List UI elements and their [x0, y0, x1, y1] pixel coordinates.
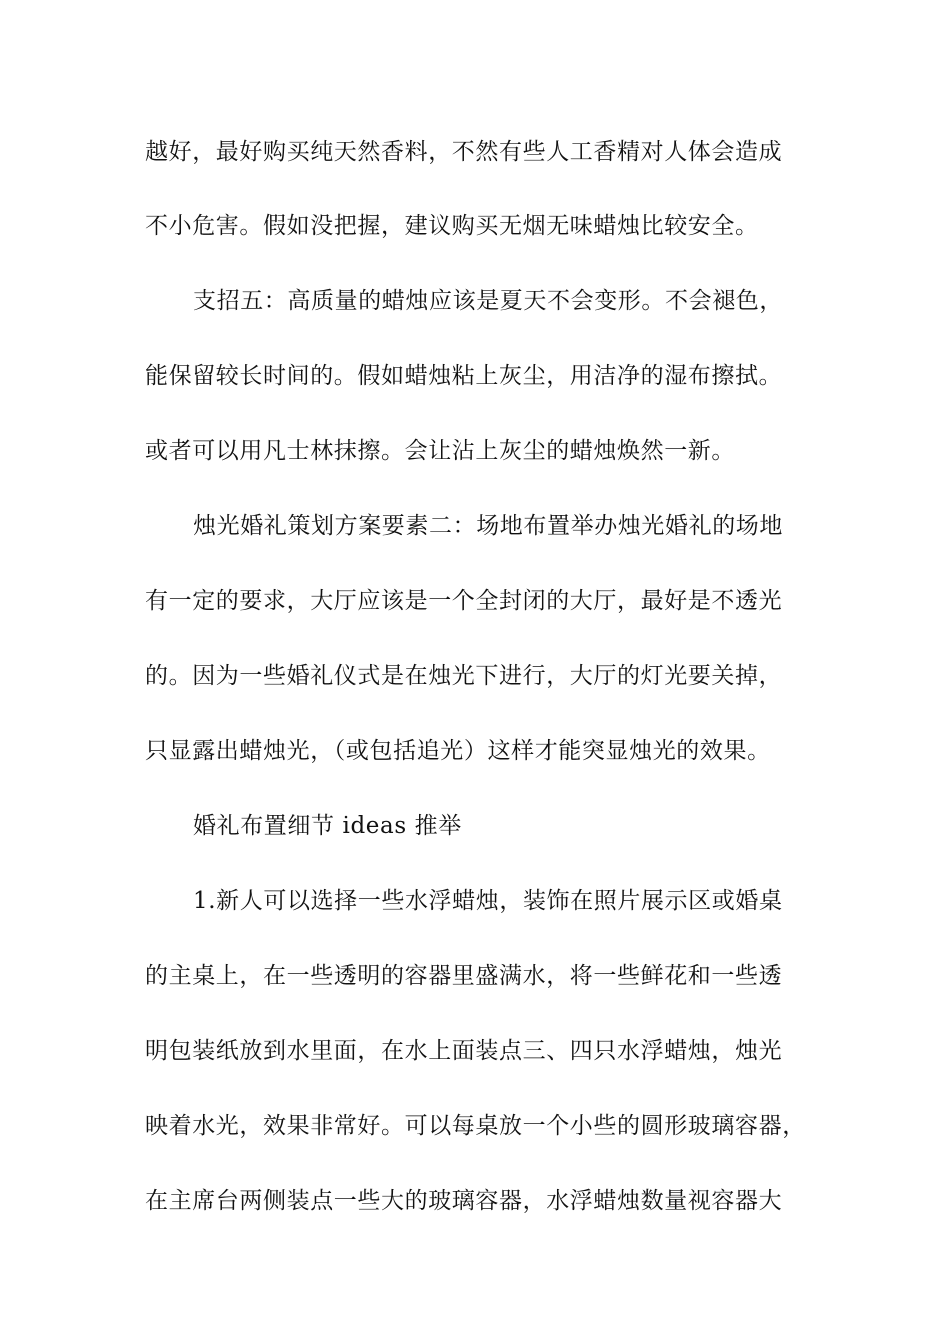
text-line: 的主桌上，在一些透明的容器里盛满水，将一些鲜花和一些透	[145, 963, 783, 989]
paragraph-first-line: 支招五：高质量的蜡烛应该是夏天不会变形。不会褪色，	[193, 288, 783, 314]
text-line: 映着水光，效果非常好。可以每桌放一个小些的圆形玻璃容器，	[145, 1113, 806, 1139]
text-line: 越好，最好购买纯天然香料，不然有些人工香精对人体会造成	[145, 139, 783, 165]
text-line: 的。因为一些婚礼仪式是在烛光下进行，大厅的灯光要关掉，	[145, 663, 783, 689]
paragraph-first-line: 1.新人可以选择一些水浮蜡烛，装饰在照片展示区或婚桌	[193, 888, 783, 914]
text-line: 不小危害。假如没把握，建议购买无烟无味蜡烛比较安全。	[145, 213, 759, 239]
section-heading: 婚礼布置细节 ideas 推举	[193, 813, 462, 839]
text-line: 能保留较长时间的。假如蜡烛粘上灰尘，用洁净的湿布擦拭。	[145, 363, 783, 389]
text-line: 明包装纸放到水里面，在水上面装点三、四只水浮蜡烛，烛光	[145, 1038, 783, 1064]
paragraph-first-line: 烛光婚礼策划方案要素二：场地布置举办烛光婚礼的场地	[193, 513, 783, 539]
text-line: 有一定的要求，大厅应该是一个全封闭的大厅，最好是不透光	[145, 588, 783, 614]
text-line: 或者可以用凡士林抹擦。会让沾上灰尘的蜡烛焕然一新。	[145, 438, 735, 464]
text-line: 在主席台两侧装点一些大的玻璃容器，水浮蜡烛数量视容器大	[145, 1188, 783, 1214]
text-line: 只显露出蜡烛光，（或包括追光）这样才能突显烛光的效果。	[145, 738, 771, 764]
